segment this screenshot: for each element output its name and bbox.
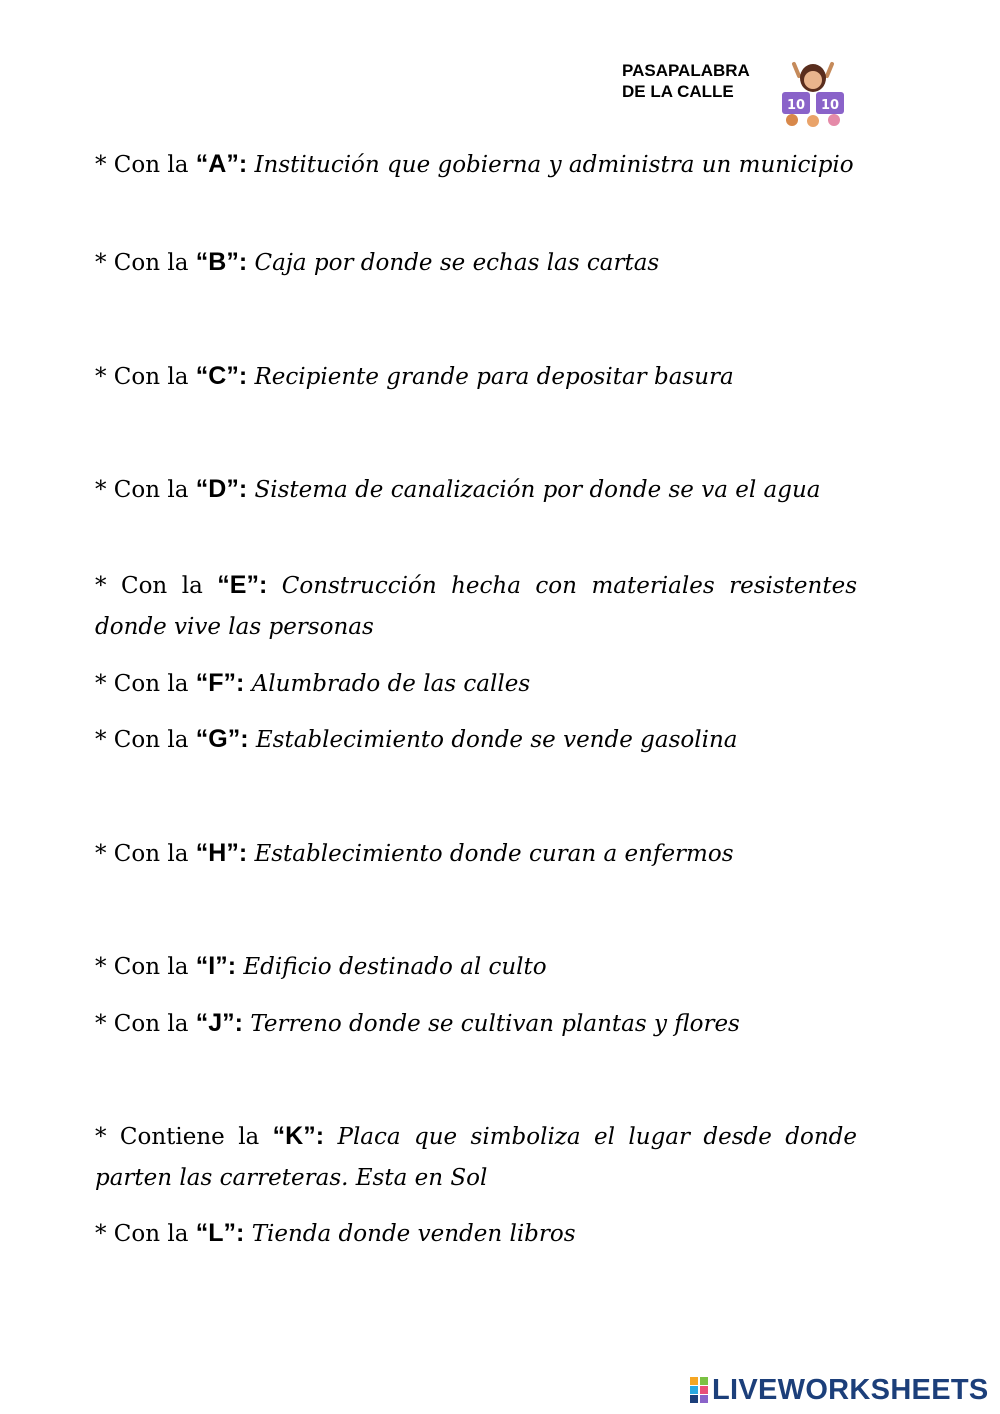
svg-text:10: 10 (786, 98, 806, 113)
clue-prefix: * Con la (95, 841, 189, 867)
clue-text: Recipiente grande para depositar basura (254, 364, 734, 390)
clue-prefix: * Con la (95, 477, 189, 503)
clue-prefix: * Con la (95, 954, 189, 980)
clue-prefix: * Con la (95, 573, 203, 599)
worksheet-title (622, 60, 750, 102)
clue-text: Tienda donde venden libros (251, 1221, 576, 1247)
title-line-1: PASAPALABRA (622, 61, 750, 80)
clue-letter: “J”: (195, 1009, 243, 1037)
clue-g (95, 719, 857, 761)
liveworksheets-logo-icon (690, 1377, 708, 1403)
clue-letter: “A”: (195, 150, 248, 178)
clue-c (95, 356, 857, 398)
clue-text: Institución que gobierna y administra un municipio (254, 152, 854, 178)
clue-letter: “I”: (195, 952, 237, 980)
clue-text: Alumbrado de las calles (251, 671, 531, 697)
clue-b (95, 242, 857, 284)
clue-prefix: * Con la (95, 727, 189, 753)
clue-letter: “H”: (195, 839, 248, 867)
clue-e (95, 565, 857, 648)
clue-letter: “F”: (195, 669, 245, 697)
clue-text: Establecimiento donde curan a enfermos (254, 841, 734, 867)
clue-prefix: * Con la (95, 152, 189, 178)
clue-letter: “D”: (195, 475, 248, 503)
clue-text: Caja por donde se echas las cartas (254, 250, 660, 276)
clue-letter: “B”: (195, 248, 248, 276)
clue-j (95, 1003, 857, 1045)
clue-text: Placa que simboliza el lugar desde donde parten las carreteras. Esta en Sol (95, 1124, 857, 1191)
logo-text: LIVEWORKSHEETS (712, 1373, 989, 1406)
clue-prefix: * Con la (95, 364, 189, 390)
avatar (780, 60, 846, 128)
clue-letter: “K”: (272, 1122, 325, 1150)
clue-text: Construcción hecha con materiales resistentes donde vive las personas (95, 573, 858, 640)
clue-k (95, 1116, 857, 1199)
clue-letter: “C”: (195, 362, 248, 390)
clue-letter: “E”: (217, 571, 268, 599)
clue-text: Terreno donde se cultivan plantas y flores (250, 1011, 740, 1037)
clue-prefix: * Con la (95, 1221, 189, 1247)
clue-letter: “L”: (195, 1219, 245, 1247)
clue-text: Sistema de canalización por donde se va el agua (254, 477, 821, 503)
clue-l (95, 1213, 857, 1255)
clue-prefix: * Con la (95, 1011, 189, 1037)
clue-f (95, 663, 857, 705)
clue-a (95, 144, 857, 186)
svg-text:10: 10 (820, 98, 840, 113)
clue-d (95, 469, 857, 511)
clue-letter: “G”: (195, 725, 249, 753)
clue-prefix: * Con la (95, 250, 189, 276)
clue-prefix: * Con la (95, 671, 189, 697)
clue-text: Edificio destinado al culto (243, 954, 547, 980)
title-line-2: DE LA CALLE (622, 82, 734, 101)
clue-i (95, 946, 857, 988)
clue-text: Establecimiento donde se vende gasolina (255, 727, 738, 753)
clue-h (95, 833, 857, 875)
clue-prefix: * Contiene la (95, 1124, 260, 1150)
liveworksheets-logo[interactable] (690, 1374, 989, 1406)
